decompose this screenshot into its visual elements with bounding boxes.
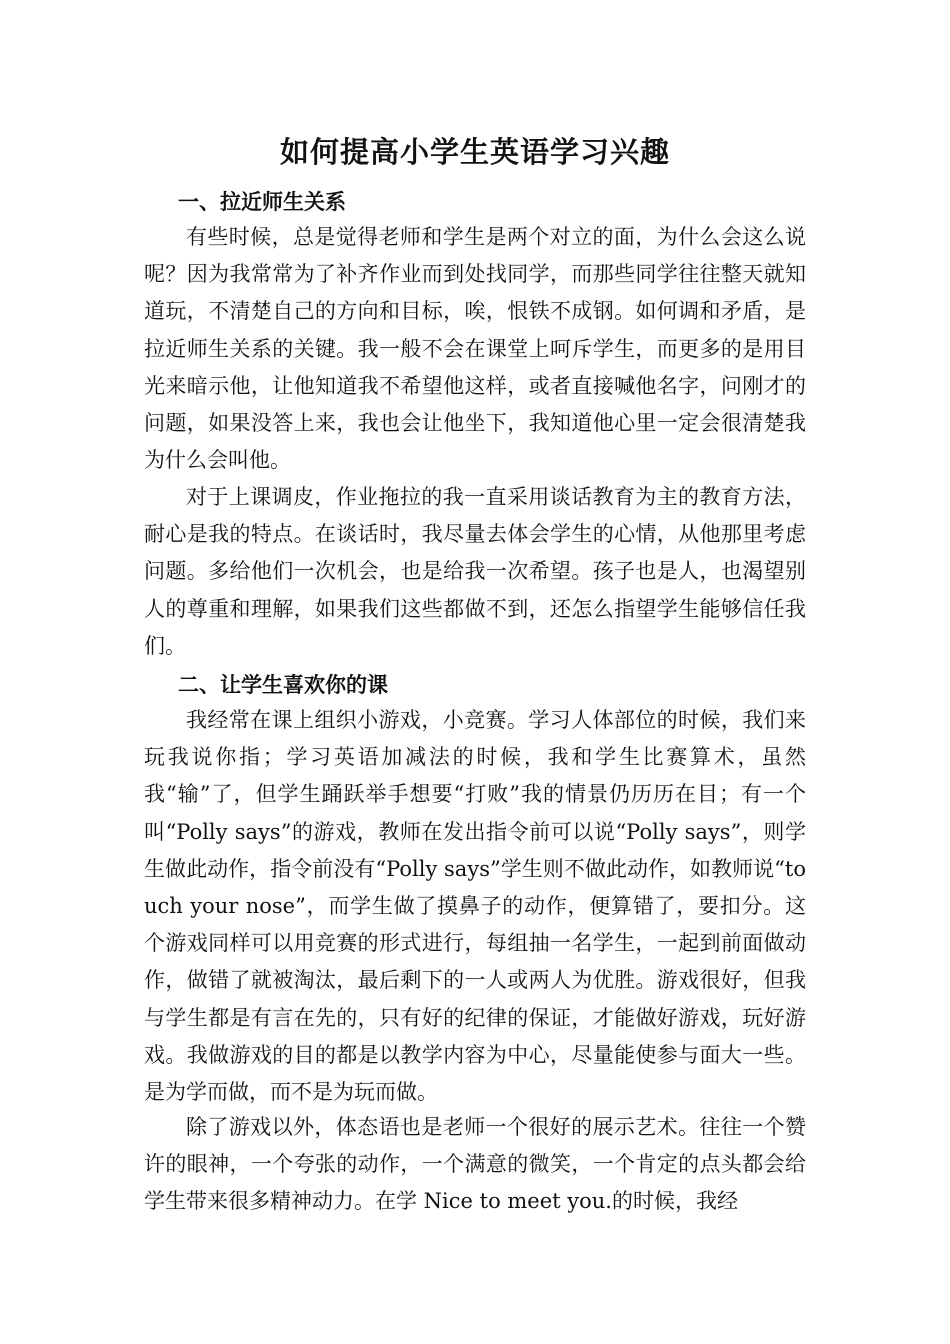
section-1-paragraph-2: 对于上课调皮，作业拖拉的我一直采用谈话教育为主的教育方法，耐心是我的特点。在谈话时，我尽量去体会学生的心情，从他那里考虑问题。多给他们一次机会，也是给我一次希望。孩子也是人，也渴望别人的尊重和理解，如果我们这些都做不到，还怎么指望学生能够信任我们。 [144,485,806,658]
section-heading-1: 一、拉近师生关系 [178,189,346,214]
section-heading-2: 二、让学生喜欢你的课 [178,672,388,697]
section-2-paragraph-2: 除了游戏以外，体态语也是老师一个很好的展示艺术。往往一个赞许的眼神，一个夸张的动作，一个满意的微笑，一个肯定的点头都会给学生带来很多精神动力。在学 Nice to meet you.的时候，我经 [144,1115,806,1214]
section-2-paragraph-1: 我经常在课上组织小游戏，小竞赛。学习人体部位的时候，我们来玩我说你指；学习英语加减法的时候，我和学生比赛算术，虽然我“输”了，但学生踊跃举手想要“打败”我的情景仍历历在目；有一个叫“Polly says”的游戏，教师在发出指令前可以说“Polly says”，则学生做此动作，指令前没有“Polly says”学生则不做此动作，如教师说“touch your nose”，而学生做了摸鼻子的动作，便算错了，要扣分。这个游戏同样可以用竞赛的形式进行，每组抽一名学生，一起到前面做动作，做错了就被淘汰，最后剩下的一人或两人为优胜。游戏很好，但我与学生都是有言在先的，只有好的纪律的保证，才能做好游戏，玩好游戏。我做游戏的目的都是以教学内容为中心，尽量能使参与面大一些。是为学而做，而不是为玩而做。 [144,708,806,1105]
document-title: 如何提高小学生英语学习兴趣 [279,135,670,169]
section-1-paragraph-1: 有些时候，总是觉得老师和学生是两个对立的面，为什么会这么说呢？因为我常常为了补齐作业而到处找同学，而那些同学往往整天就知道玩，不清楚自己的方向和目标，唉，恨铁不成钢。如何调和矛盾，是拉近师生关系的关键。我一般不会在课堂上呵斥学生，而更多的是用目光来暗示他，让他知道我不希望他这样，或者直接喊他名字，问刚才的问题，如果没答上来，我也会让他坐下，我知道他心里一定会很清楚我为什么会叫他。 [144,225,806,473]
